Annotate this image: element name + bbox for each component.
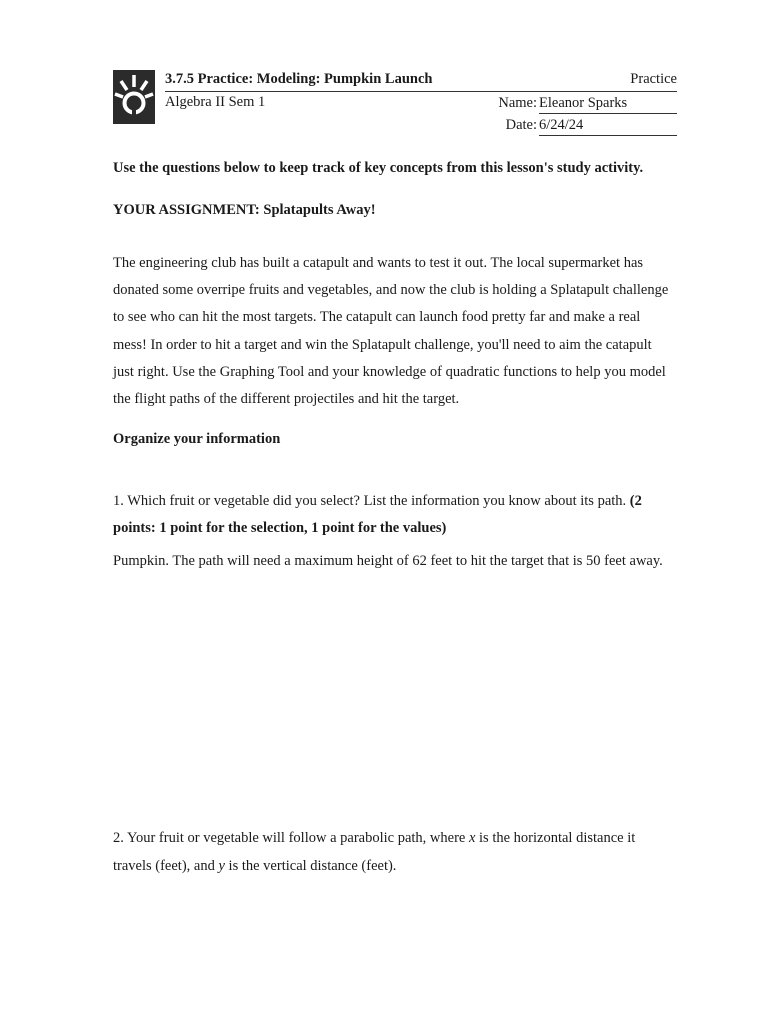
date-label: Date: xyxy=(505,117,537,133)
intro-paragraph: The engineering club has built a catapult and wants to test it out. The local supermarket has donated some overripe fruits and vegetables, and now the club is holding a Splatapult challenge to see who can hit the most targets. The catapult can launch food pretty far and make a real mess! In order to hit a target and win the Splatapult challenge, you'll need to aim the catapult just right. Use the Graphing Tool and your knowledge of quadratic functions to help you model the flight paths of the different projectiles and hit the target. xyxy=(113,255,669,408)
variable-y: y xyxy=(218,858,225,874)
assignment-heading: YOUR ASSIGNMENT: Splatapults Away! xyxy=(113,202,376,218)
answer-1[interactable]: Pumpkin. The path will need a maximum height of 62 feet to hit the target that is 50 feet away. xyxy=(113,553,663,569)
course-name: Algebra II Sem 1 xyxy=(165,94,266,110)
name-label: Name: xyxy=(498,95,537,111)
question-2-part1: 2. Your fruit or vegetable will follow a parabolic path, where xyxy=(113,830,469,846)
instructions-text: Use the questions below to keep track of key concepts from this lesson's study activity. xyxy=(113,160,644,176)
question-2 xyxy=(113,824,673,880)
worksheet-type: Practice xyxy=(630,71,677,87)
question-1-text: 1. Which fruit or vegetable did you select? List the information you know about its path. xyxy=(113,493,630,509)
question-2-part3: is the vertical distance (feet). xyxy=(224,858,397,874)
name-field-row xyxy=(490,95,677,114)
name-field[interactable]: Eleanor Sparks xyxy=(539,95,677,114)
question-2-part2: is the horizontal distance it travels (feet), and xyxy=(113,830,636,874)
variable-x: x xyxy=(468,830,476,846)
date-field[interactable]: 6/24/24 xyxy=(539,117,677,136)
sun-key-logo-icon xyxy=(113,70,155,124)
question-1-points: (2 points: 1 point for the selection, 1 point for the values) xyxy=(113,493,642,536)
organize-heading: Organize your information xyxy=(113,431,281,447)
date-field-row xyxy=(490,117,677,136)
header-divider xyxy=(165,91,677,92)
worksheet-title: 3.7.5 Practice: Modeling: Pumpkin Launch xyxy=(165,71,433,87)
question-1 xyxy=(113,488,673,542)
